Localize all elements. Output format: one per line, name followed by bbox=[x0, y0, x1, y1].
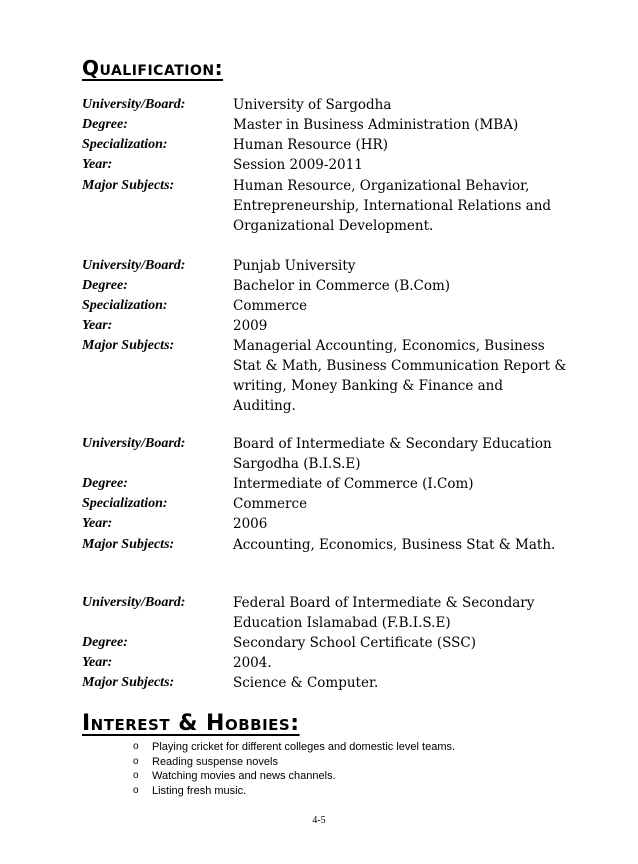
entry-row bbox=[82, 216, 602, 236]
entry-row bbox=[82, 176, 602, 196]
entry-row bbox=[82, 135, 602, 155]
field-label: Year: bbox=[82, 516, 113, 531]
entry-row bbox=[82, 196, 602, 216]
entry-row bbox=[82, 633, 602, 653]
field-label: Year: bbox=[82, 655, 113, 670]
field-value: Commerce bbox=[233, 298, 308, 314]
field-value: Commerce bbox=[233, 496, 308, 512]
entry-row bbox=[82, 396, 602, 416]
entry-row bbox=[82, 95, 602, 115]
field-label: Major Subjects: bbox=[82, 675, 175, 690]
hobby-text: Listing fresh music. bbox=[152, 784, 247, 797]
list-item bbox=[133, 740, 455, 755]
field-value: Board of Intermediate & Secondary Education bbox=[233, 436, 552, 452]
field-value: Human Resource (HR) bbox=[233, 137, 388, 153]
field-label: Year: bbox=[82, 318, 113, 333]
entry-row bbox=[82, 593, 602, 613]
field-value: Secondary School Certificate (SSC) bbox=[233, 635, 477, 651]
field-value: Education Islamabad (F.B.I.S.E) bbox=[233, 615, 451, 631]
field-label: Degree: bbox=[82, 278, 128, 293]
bullet-icon: o bbox=[133, 784, 139, 796]
entry-row bbox=[82, 474, 602, 494]
entry-row bbox=[82, 653, 602, 673]
field-value: Accounting, Economics, Business Stat & Math. bbox=[233, 537, 556, 553]
entry-row bbox=[82, 155, 602, 175]
entry-row bbox=[82, 454, 602, 474]
field-value: Federal Board of Intermediate & Secondary bbox=[233, 595, 535, 611]
field-value: 2006 bbox=[233, 516, 268, 532]
field-label: Degree: bbox=[82, 117, 128, 132]
hobbies-list bbox=[133, 740, 455, 798]
entry-row bbox=[82, 494, 602, 514]
field-value: Master in Business Administration (MBA) bbox=[233, 117, 519, 133]
field-value: Auditing. bbox=[233, 398, 296, 414]
field-label: Major Subjects: bbox=[82, 537, 175, 552]
field-value: Human Resource, Organizational Behavior, bbox=[233, 178, 530, 194]
field-label: Major Subjects: bbox=[82, 178, 175, 193]
field-label: Major Subjects: bbox=[82, 338, 175, 353]
field-value: University of Sargodha bbox=[233, 97, 392, 113]
entry-row bbox=[82, 276, 602, 296]
field-value: Entrepreneurship, International Relations and bbox=[233, 198, 552, 214]
field-label: Degree: bbox=[82, 635, 128, 650]
entry-row bbox=[82, 434, 602, 454]
field-value: Organizational Development. bbox=[233, 218, 434, 234]
field-value: Intermediate of Commerce (I.Com) bbox=[233, 476, 474, 492]
field-label: Specialization: bbox=[82, 496, 168, 511]
field-label: University/Board: bbox=[82, 258, 186, 273]
entry-row bbox=[82, 376, 602, 396]
entry-row bbox=[82, 535, 602, 555]
field-value: writing, Money Banking & Finance and bbox=[233, 378, 503, 394]
list-item bbox=[133, 784, 455, 799]
hobby-text: Playing cricket for different colleges and domestic level teams. bbox=[152, 741, 456, 753]
field-label: Degree: bbox=[82, 476, 128, 491]
entry-row bbox=[82, 115, 602, 135]
entry-row bbox=[82, 673, 602, 693]
field-value: Session 2009-2011 bbox=[233, 157, 363, 173]
field-label: Year: bbox=[82, 157, 113, 172]
field-label: University/Board: bbox=[82, 436, 186, 451]
hobby-text: Reading suspense novels bbox=[152, 755, 278, 768]
field-value: Science & Computer. bbox=[233, 675, 379, 691]
entry-row bbox=[82, 256, 602, 276]
field-label: Specialization: bbox=[82, 298, 168, 313]
entry-row bbox=[82, 613, 602, 633]
field-value: Stat & Math, Business Communication Report & bbox=[233, 358, 567, 374]
entry-row bbox=[82, 514, 602, 534]
field-value: 2004. bbox=[233, 655, 272, 671]
field-label: University/Board: bbox=[82, 595, 186, 610]
hobby-text: Watching movies and news channels. bbox=[152, 770, 336, 782]
field-value: Sargodha (B.I.S.E) bbox=[233, 456, 361, 472]
list-item bbox=[133, 769, 455, 784]
qualification-heading: Qualification: bbox=[82, 56, 224, 80]
bullet-icon: o bbox=[133, 755, 139, 767]
hobbies-heading: Interest & Hobbies: bbox=[82, 711, 300, 736]
entry-row bbox=[82, 356, 602, 376]
field-value: Bachelor in Commerce (B.Com) bbox=[233, 278, 451, 294]
field-value: 2009 bbox=[233, 318, 268, 334]
bullet-icon: o bbox=[133, 741, 139, 752]
entry-row bbox=[82, 296, 602, 316]
entry-row bbox=[82, 316, 602, 336]
field-value: Managerial Accounting, Economics, Business bbox=[233, 338, 545, 354]
bullet-icon: o bbox=[133, 770, 139, 781]
field-label: Specialization: bbox=[82, 137, 168, 152]
entry-row bbox=[82, 336, 602, 356]
page-number: 4-5 bbox=[312, 815, 326, 826]
list-item bbox=[133, 755, 455, 770]
field-value: Punjab University bbox=[233, 258, 356, 274]
field-label: University/Board: bbox=[82, 97, 186, 112]
